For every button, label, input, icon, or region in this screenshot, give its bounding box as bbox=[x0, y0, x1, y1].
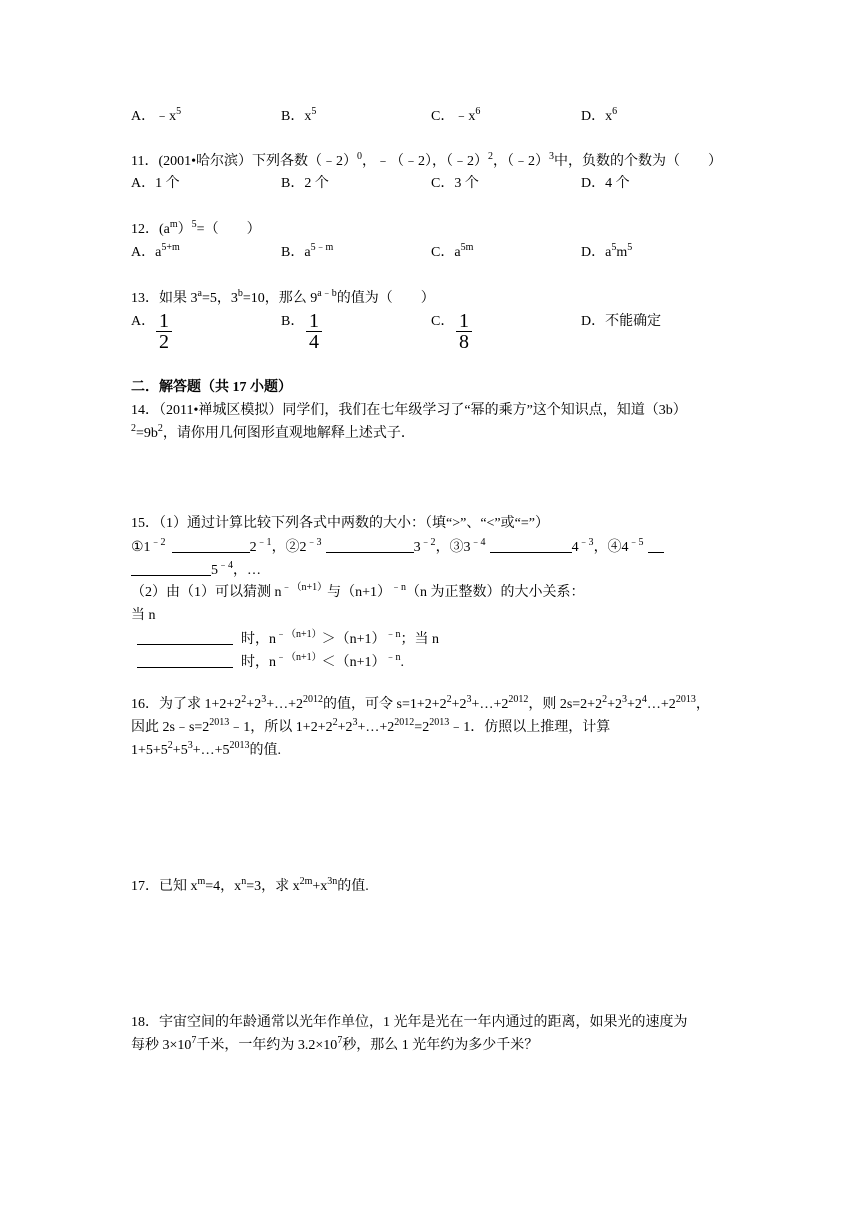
exponent: 3 bbox=[466, 694, 472, 705]
stem-text: +2 bbox=[607, 697, 622, 712]
stem-text: +…+5 bbox=[192, 743, 230, 758]
stem-text: ， bbox=[695, 697, 710, 712]
question-15-line-5: 当 n bbox=[131, 608, 156, 623]
option-b bbox=[281, 244, 333, 262]
exponent: ﹣4 bbox=[470, 537, 486, 548]
answer-blank[interactable] bbox=[172, 538, 250, 553]
exponent: ﹣5 bbox=[628, 537, 644, 548]
exponent: 3 bbox=[352, 717, 358, 728]
option-b-fraction bbox=[306, 311, 322, 352]
option-d: D．4 个 bbox=[581, 176, 630, 191]
exponent: 2 bbox=[602, 694, 608, 705]
option-text: D．a bbox=[581, 245, 612, 260]
exponent: 5 bbox=[627, 242, 633, 253]
stem-text: ） bbox=[177, 222, 192, 237]
exponent: 2 bbox=[446, 694, 452, 705]
exponent: 2m bbox=[299, 876, 313, 887]
stem-text: 1+5+5 bbox=[131, 743, 168, 758]
option-c: C．3 个 bbox=[431, 176, 479, 191]
stem-text: ＞（n+1） bbox=[321, 632, 386, 647]
exponent: 5 bbox=[311, 106, 317, 117]
exponent: 2013 bbox=[229, 740, 250, 751]
stem-text: 与（n+1） bbox=[327, 585, 392, 600]
answer-blank[interactable] bbox=[648, 538, 664, 553]
exponent: 5 bbox=[191, 219, 197, 230]
exponent: 2 bbox=[332, 717, 338, 728]
stem-text: =5，3 bbox=[201, 291, 238, 306]
question-15-line-3 bbox=[131, 561, 261, 580]
exponent: ﹣（n+1） bbox=[276, 629, 322, 640]
exponent: 7 bbox=[191, 1035, 197, 1046]
question-16-line-1 bbox=[131, 696, 710, 714]
exponent: ﹣4 bbox=[218, 560, 233, 571]
option-label: D． bbox=[581, 109, 606, 124]
stem-text: +…+2 bbox=[471, 697, 509, 712]
exponent: 3n bbox=[327, 876, 338, 887]
option-text: x bbox=[304, 109, 312, 124]
exponent: ﹣1 bbox=[256, 537, 272, 548]
option-a: A．1 个 bbox=[131, 176, 180, 191]
option-text: C．a bbox=[431, 245, 461, 260]
stem-text: 5 bbox=[211, 563, 218, 578]
exponent: 2 bbox=[241, 694, 247, 705]
denominator: 2 bbox=[159, 331, 169, 353]
stem-text: ，﹣（﹣2），（﹣2） bbox=[362, 154, 489, 169]
stem-text: 每秒 3×10 bbox=[131, 1038, 192, 1053]
question-17 bbox=[131, 878, 369, 896]
exponent: 5﹣m bbox=[310, 242, 334, 253]
stem-text: ，请你用几何图形直观地解释上述式子． bbox=[162, 426, 415, 441]
exponent: 3 bbox=[261, 694, 267, 705]
question-14-line-2 bbox=[131, 425, 415, 443]
exponent: 0 bbox=[357, 151, 363, 162]
option-c-label: C． bbox=[431, 314, 455, 329]
exponent: m bbox=[169, 219, 178, 230]
exponent: a﹣b bbox=[317, 288, 337, 299]
option-text: ﹣x bbox=[454, 109, 476, 124]
stem-text: 4 bbox=[571, 540, 579, 555]
exponent: 5 bbox=[176, 106, 182, 117]
stem-text: +2 bbox=[451, 697, 467, 712]
exponent: 5+m bbox=[161, 242, 180, 253]
option-a bbox=[131, 244, 180, 262]
exponent: 4 bbox=[641, 694, 647, 705]
section-heading: 二．解答题（共 17 小题） bbox=[131, 380, 292, 395]
exponent: 3 bbox=[622, 694, 627, 705]
exponent: ﹣3 bbox=[578, 537, 594, 548]
stem-text: +5 bbox=[172, 743, 188, 758]
question-15-line-1: 15．（1）通过计算比较下列各式中两数的大小：（填“>”、“<”或“=”） bbox=[131, 516, 549, 531]
exponent: b bbox=[237, 288, 243, 299]
exponent: 2 bbox=[167, 740, 173, 751]
option-c bbox=[431, 244, 473, 262]
stem-text: ﹣1，所以 1+2+2 bbox=[229, 720, 333, 735]
stem-text: ①1 bbox=[131, 540, 151, 555]
exponent: n bbox=[241, 876, 247, 887]
stem-text: …+2 bbox=[646, 697, 676, 712]
stem-text: 17．已知 x bbox=[131, 879, 198, 894]
option-d bbox=[581, 244, 632, 262]
stem-text: +2 bbox=[246, 697, 262, 712]
stem-text: +2 bbox=[627, 697, 642, 712]
exponent: 3 bbox=[549, 151, 555, 162]
numerator: 1 bbox=[456, 311, 472, 332]
exponent: 2 bbox=[488, 151, 494, 162]
exponent: 2012 bbox=[303, 694, 323, 705]
stem-text: +x bbox=[312, 879, 328, 894]
option-d: D．不能确定 bbox=[581, 314, 662, 329]
option-a-label: A． bbox=[131, 314, 156, 329]
stem-text: ，②2 bbox=[271, 540, 307, 555]
question-15-line-4 bbox=[131, 584, 585, 602]
stem-text: ，④4 bbox=[593, 540, 629, 555]
stem-text: 时，n bbox=[241, 632, 276, 647]
stem-text: 的值. bbox=[337, 879, 369, 894]
stem-text: 11．(2001•哈尔滨）下列各数（﹣2） bbox=[131, 154, 358, 169]
option-label: A． bbox=[131, 109, 156, 124]
exponent: 2 bbox=[131, 423, 136, 434]
question-18-line-1: 18．宇宙空间的年龄通常以光年作单位，1 光年是光在一年内通过的距离，如果光的速度为 bbox=[131, 1015, 688, 1030]
question-14-line-1: 14．（2011•禅城区模拟）同学们，我们在七年级学习了“幂的乘方”这个知识点，知道（3b） bbox=[131, 403, 687, 418]
exponent: 7 bbox=[337, 1035, 343, 1046]
exponent: ﹣n bbox=[385, 652, 401, 663]
exponent: ﹣2 bbox=[420, 537, 436, 548]
answer-blank[interactable] bbox=[137, 653, 233, 668]
stem-text: ，则 2s=2+2 bbox=[528, 697, 603, 712]
option-b-label: B． bbox=[281, 314, 305, 329]
exponent: ﹣（n+1） bbox=[281, 582, 328, 593]
stem-text: . bbox=[400, 655, 405, 670]
stem-text: =9b bbox=[136, 426, 158, 441]
option-b: B．2 个 bbox=[281, 176, 329, 191]
stem-text: =10，那么 9 bbox=[242, 291, 318, 306]
stem-text: ，… bbox=[233, 563, 261, 578]
question-12-stem bbox=[131, 221, 261, 239]
question-13-stem bbox=[131, 290, 435, 308]
stem-text: 2 bbox=[249, 540, 257, 555]
stem-text: 3 bbox=[413, 540, 421, 555]
exponent: 2012 bbox=[394, 717, 415, 728]
option-c bbox=[431, 108, 480, 126]
exponent: 6 bbox=[475, 106, 481, 117]
question-15-line-7 bbox=[137, 653, 404, 672]
stem-text: ，（﹣2） bbox=[493, 154, 550, 169]
option-text: A．a bbox=[131, 245, 162, 260]
exponent: 2 bbox=[157, 423, 163, 434]
exponent: 2013 bbox=[429, 717, 450, 728]
stem-text: 12．(a bbox=[131, 222, 170, 237]
stem-text: （n 为正整数）的大小关系： bbox=[406, 585, 585, 600]
question-11-stem bbox=[131, 153, 722, 171]
denominator: 4 bbox=[309, 331, 319, 353]
exponent: a bbox=[197, 288, 202, 299]
option-d bbox=[581, 108, 617, 126]
question-16-line-3 bbox=[131, 742, 281, 760]
exponent: ﹣2 bbox=[150, 537, 166, 548]
stem-text: =2 bbox=[414, 720, 430, 735]
stem-text: +…+2 bbox=[357, 720, 395, 735]
stem-text: +2 bbox=[337, 720, 353, 735]
exponent: 2012 bbox=[508, 694, 529, 705]
stem-text: 千米，一年约为 3.2×10 bbox=[196, 1038, 338, 1053]
stem-text: 中，负数的个数为（ ） bbox=[554, 154, 723, 169]
option-text: m bbox=[616, 245, 628, 260]
stem-text: 时，n bbox=[241, 655, 276, 670]
numerator: 1 bbox=[156, 311, 172, 332]
exponent: ﹣n bbox=[385, 629, 401, 640]
option-c-fraction bbox=[456, 311, 472, 352]
denominator: 8 bbox=[459, 331, 469, 353]
option-text: B．a bbox=[281, 245, 311, 260]
option-a-fraction bbox=[156, 311, 172, 352]
option-b bbox=[281, 108, 316, 126]
exponent: m bbox=[197, 876, 206, 887]
exponent: 2013 bbox=[675, 694, 696, 705]
exponent: 2013 bbox=[209, 717, 230, 728]
question-15-line-6 bbox=[137, 630, 439, 649]
exponent: 5m bbox=[460, 242, 474, 253]
numerator: 1 bbox=[306, 311, 322, 332]
question-15-line-2 bbox=[131, 538, 664, 557]
exponent: ﹣n bbox=[391, 582, 407, 593]
stem-text: =4，x bbox=[205, 879, 242, 894]
option-text: ﹣x bbox=[155, 109, 177, 124]
stem-text: （2）由（1）可以猜测 n bbox=[131, 585, 282, 600]
stem-text: 16．为了求 1+2+2 bbox=[131, 697, 242, 712]
question-16-line-2 bbox=[131, 719, 610, 737]
stem-text: 因此 2s﹣s=2 bbox=[131, 720, 210, 735]
stem-text: =（ ） bbox=[196, 222, 261, 237]
question-18-line-2 bbox=[131, 1037, 538, 1055]
answer-blank[interactable] bbox=[137, 630, 233, 645]
exponent: 5 bbox=[611, 242, 617, 253]
stem-text: 秒，那么 1 光年约为多少千米？ bbox=[342, 1038, 539, 1053]
stem-text: +…+2 bbox=[266, 697, 303, 712]
stem-text: 的值. bbox=[249, 743, 281, 758]
option-text: x bbox=[605, 109, 613, 124]
option-label: C． bbox=[431, 109, 455, 124]
option-a bbox=[131, 108, 181, 126]
stem-text: ；当 n bbox=[400, 632, 440, 647]
stem-text: ，③3 bbox=[435, 540, 471, 555]
exponent: 6 bbox=[612, 106, 618, 117]
stem-text: =3，求 x bbox=[246, 879, 300, 894]
answer-blank[interactable] bbox=[490, 538, 572, 553]
answer-blank[interactable] bbox=[326, 538, 414, 553]
exponent: ﹣（n+1） bbox=[276, 652, 322, 663]
stem-text: 13．如果 3 bbox=[131, 291, 198, 306]
answer-blank[interactable] bbox=[131, 561, 211, 576]
stem-text: ＜（n+1） bbox=[321, 655, 386, 670]
option-label: B． bbox=[281, 109, 305, 124]
stem-text: ﹣1．仿照以上推理，计算 bbox=[449, 720, 611, 735]
stem-text: 的值，可令 s=1+2+2 bbox=[323, 697, 447, 712]
exponent: 3 bbox=[187, 740, 193, 751]
stem-text: 的值为（ ） bbox=[336, 291, 435, 306]
exponent: ﹣3 bbox=[306, 537, 322, 548]
